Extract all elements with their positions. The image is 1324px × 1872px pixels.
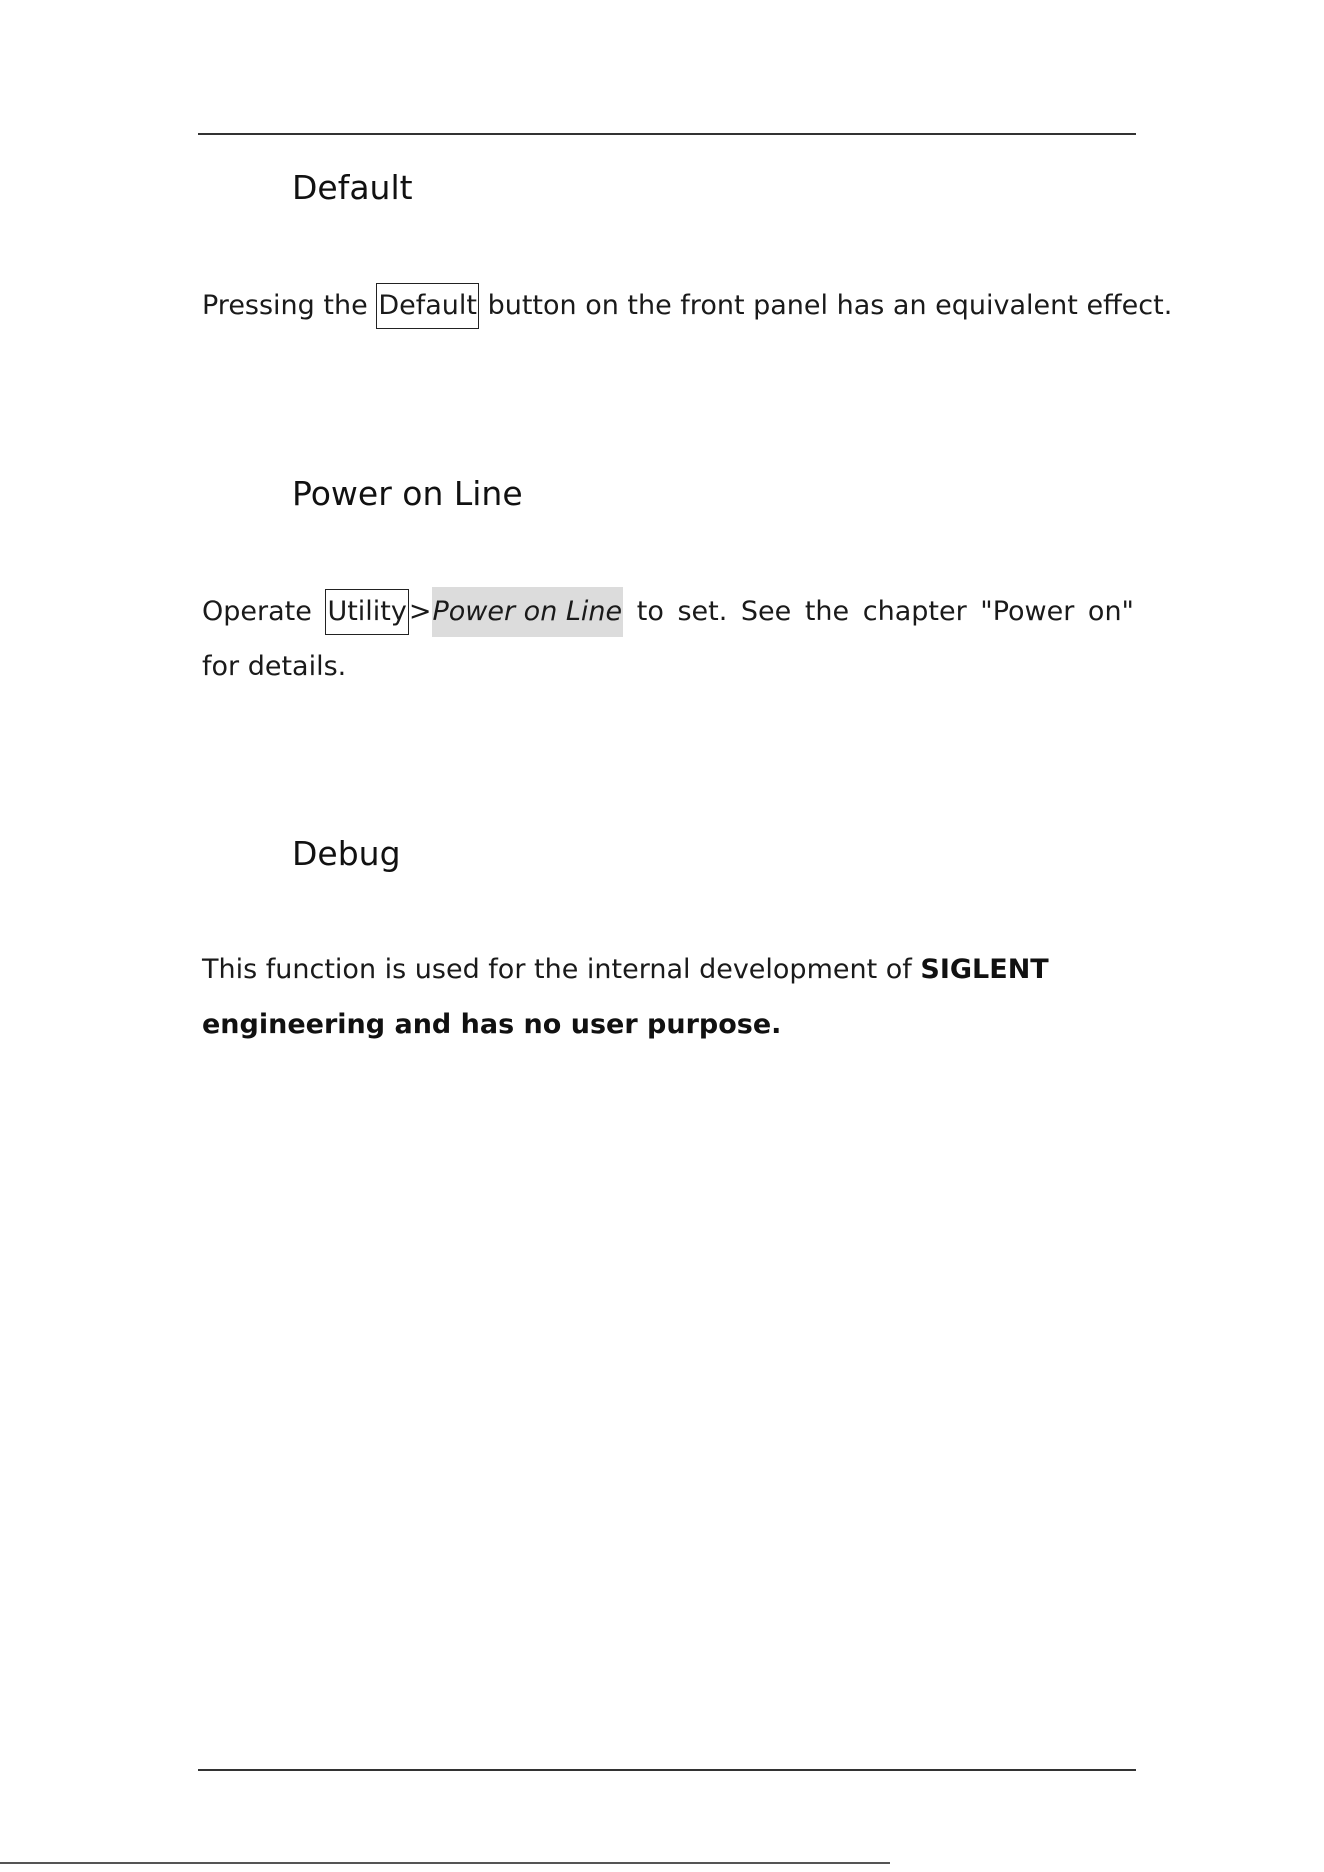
section-heading-debug: Debug (292, 834, 401, 873)
paragraph-default (202, 278, 1173, 333)
text-after: to set. See the chapter "Power on" for details. (202, 596, 1134, 682)
text-before: Operate (202, 596, 312, 627)
text-emphasis: SIGLENT engineering and has no user purpose. (202, 954, 1049, 1040)
text-before: This function is used for the internal development of (202, 954, 912, 985)
text-after: button on the front panel has an equivalent effect. (487, 290, 1173, 321)
section-heading-default: Default (292, 168, 413, 207)
header-rule (198, 133, 1136, 135)
menu-separator: > (408, 596, 432, 627)
default-key-label: Default (376, 283, 479, 329)
power-on-line-softkey-label: Power on Line (432, 587, 624, 637)
footer-rule (198, 1769, 1136, 1771)
section-heading-power-on-line: Power on Line (292, 474, 523, 513)
paragraph-power-on-line (202, 584, 1134, 694)
scan-edge-line (0, 1862, 890, 1864)
utility-key-label: Utility (325, 589, 408, 635)
paragraph-debug (202, 942, 1134, 1052)
text-before: Pressing the (202, 290, 368, 321)
